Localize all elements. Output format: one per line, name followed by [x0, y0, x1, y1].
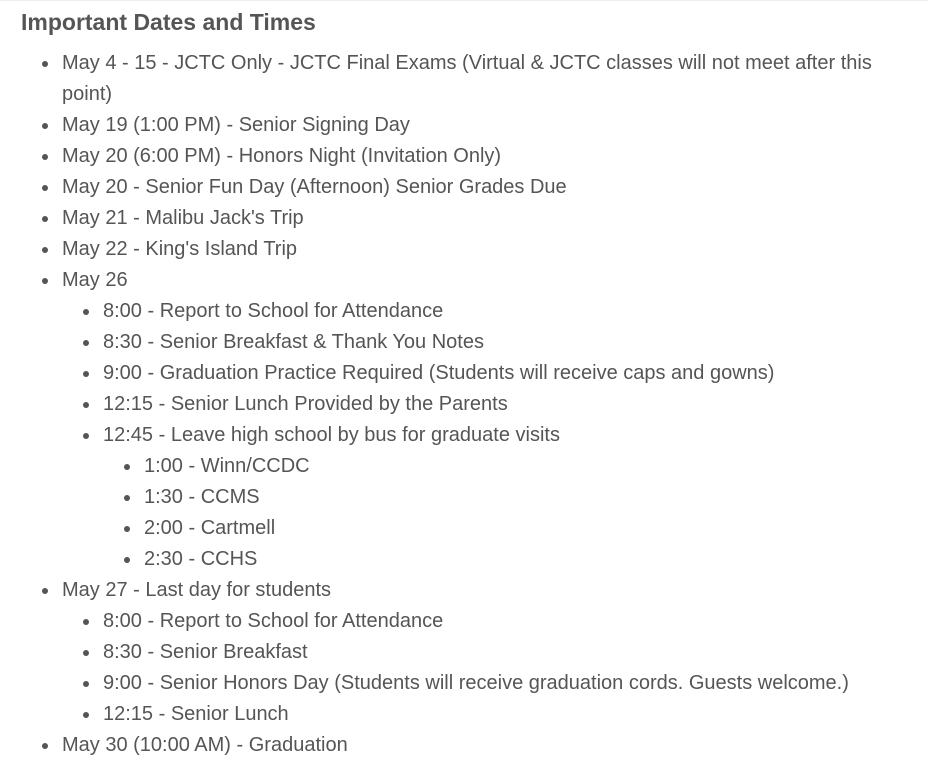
list-item-text: May 21 - Malibu Jack's Trip: [62, 207, 304, 229]
sub-list-item-text: 8:00 - Report to School for Attendance: [103, 610, 444, 632]
list-item-text: May 4 - 15 - JCTC Only - JCTC Final Exams (Virtual & JCTC classes will not meet after this point): [62, 52, 872, 105]
sub-list-item-text: 12:15 - Senior Lunch Provided by the Parents: [103, 393, 508, 415]
sub-list-item: [103, 606, 921, 637]
sub-list-item-text: 8:00 - Report to School for Attendance: [103, 300, 444, 322]
sub-list-item: [103, 420, 921, 575]
list-item-text: May 19 (1:00 PM) - Senior Signing Day: [62, 114, 410, 136]
nested-list-item-text: 1:30 - CCMS: [144, 486, 260, 508]
nested-sub-list: [103, 451, 921, 575]
list-item-text: May 26: [62, 269, 128, 291]
sub-list-item-text: 12:45 - Leave high school by bus for graduate visits: [103, 424, 560, 446]
list-item: [62, 48, 921, 110]
sub-list-item: [103, 327, 921, 358]
list-item-text: May 20 - Senior Fun Day (Afternoon) Senior Grades Due: [62, 176, 567, 198]
list-item: [62, 203, 921, 234]
list-item: [62, 575, 921, 730]
dates-list: [21, 48, 921, 761]
sub-list-item: [103, 637, 921, 668]
nested-list-item-text: 2:00 - Cartmell: [144, 517, 276, 539]
list-item: [62, 141, 921, 172]
sub-list-item-text: 12:15 - Senior Lunch: [103, 703, 289, 725]
sub-list-item-text: 9:00 - Graduation Practice Required (Students will receive caps and gowns): [103, 362, 775, 384]
list-item: [62, 265, 921, 575]
sub-list-item: [103, 699, 921, 730]
nested-list-item-text: 1:00 - Winn/CCDC: [144, 455, 310, 477]
sub-list: [62, 606, 921, 730]
list-item-text: May 27 - Last day for students: [62, 579, 332, 601]
sub-list-item: [103, 358, 921, 389]
nested-list-item: [144, 451, 921, 482]
sub-list: [62, 296, 921, 575]
section-heading: Important Dates and Times: [21, 9, 316, 35]
list-item: [62, 110, 921, 141]
list-item: [62, 234, 921, 265]
list-item-text: May 22 - King's Island Trip: [62, 238, 298, 260]
content-section: [21, 6, 921, 761]
sub-list-item: [103, 296, 921, 327]
sub-list-item-text: 9:00 - Senior Honors Day (Students will receive graduation cords. Guests welcome.): [103, 672, 849, 694]
sub-list-item-text: 8:30 - Senior Breakfast & Thank You Notes: [103, 331, 484, 353]
top-divider: [0, 0, 928, 1]
sub-list-item: [103, 389, 921, 420]
nested-list-item: [144, 513, 921, 544]
list-item: [62, 172, 921, 203]
nested-list-item: [144, 544, 921, 575]
list-item: [62, 730, 921, 761]
list-item-text: May 20 (6:00 PM) - Honors Night (Invitation Only): [62, 145, 502, 167]
sub-list-item: [103, 668, 921, 699]
sub-list-item-text: 8:30 - Senior Breakfast: [103, 641, 308, 663]
nested-list-item-text: 2:30 - CCHS: [144, 548, 258, 570]
nested-list-item: [144, 482, 921, 513]
list-item-text: May 30 (10:00 AM) - Graduation: [62, 734, 348, 756]
